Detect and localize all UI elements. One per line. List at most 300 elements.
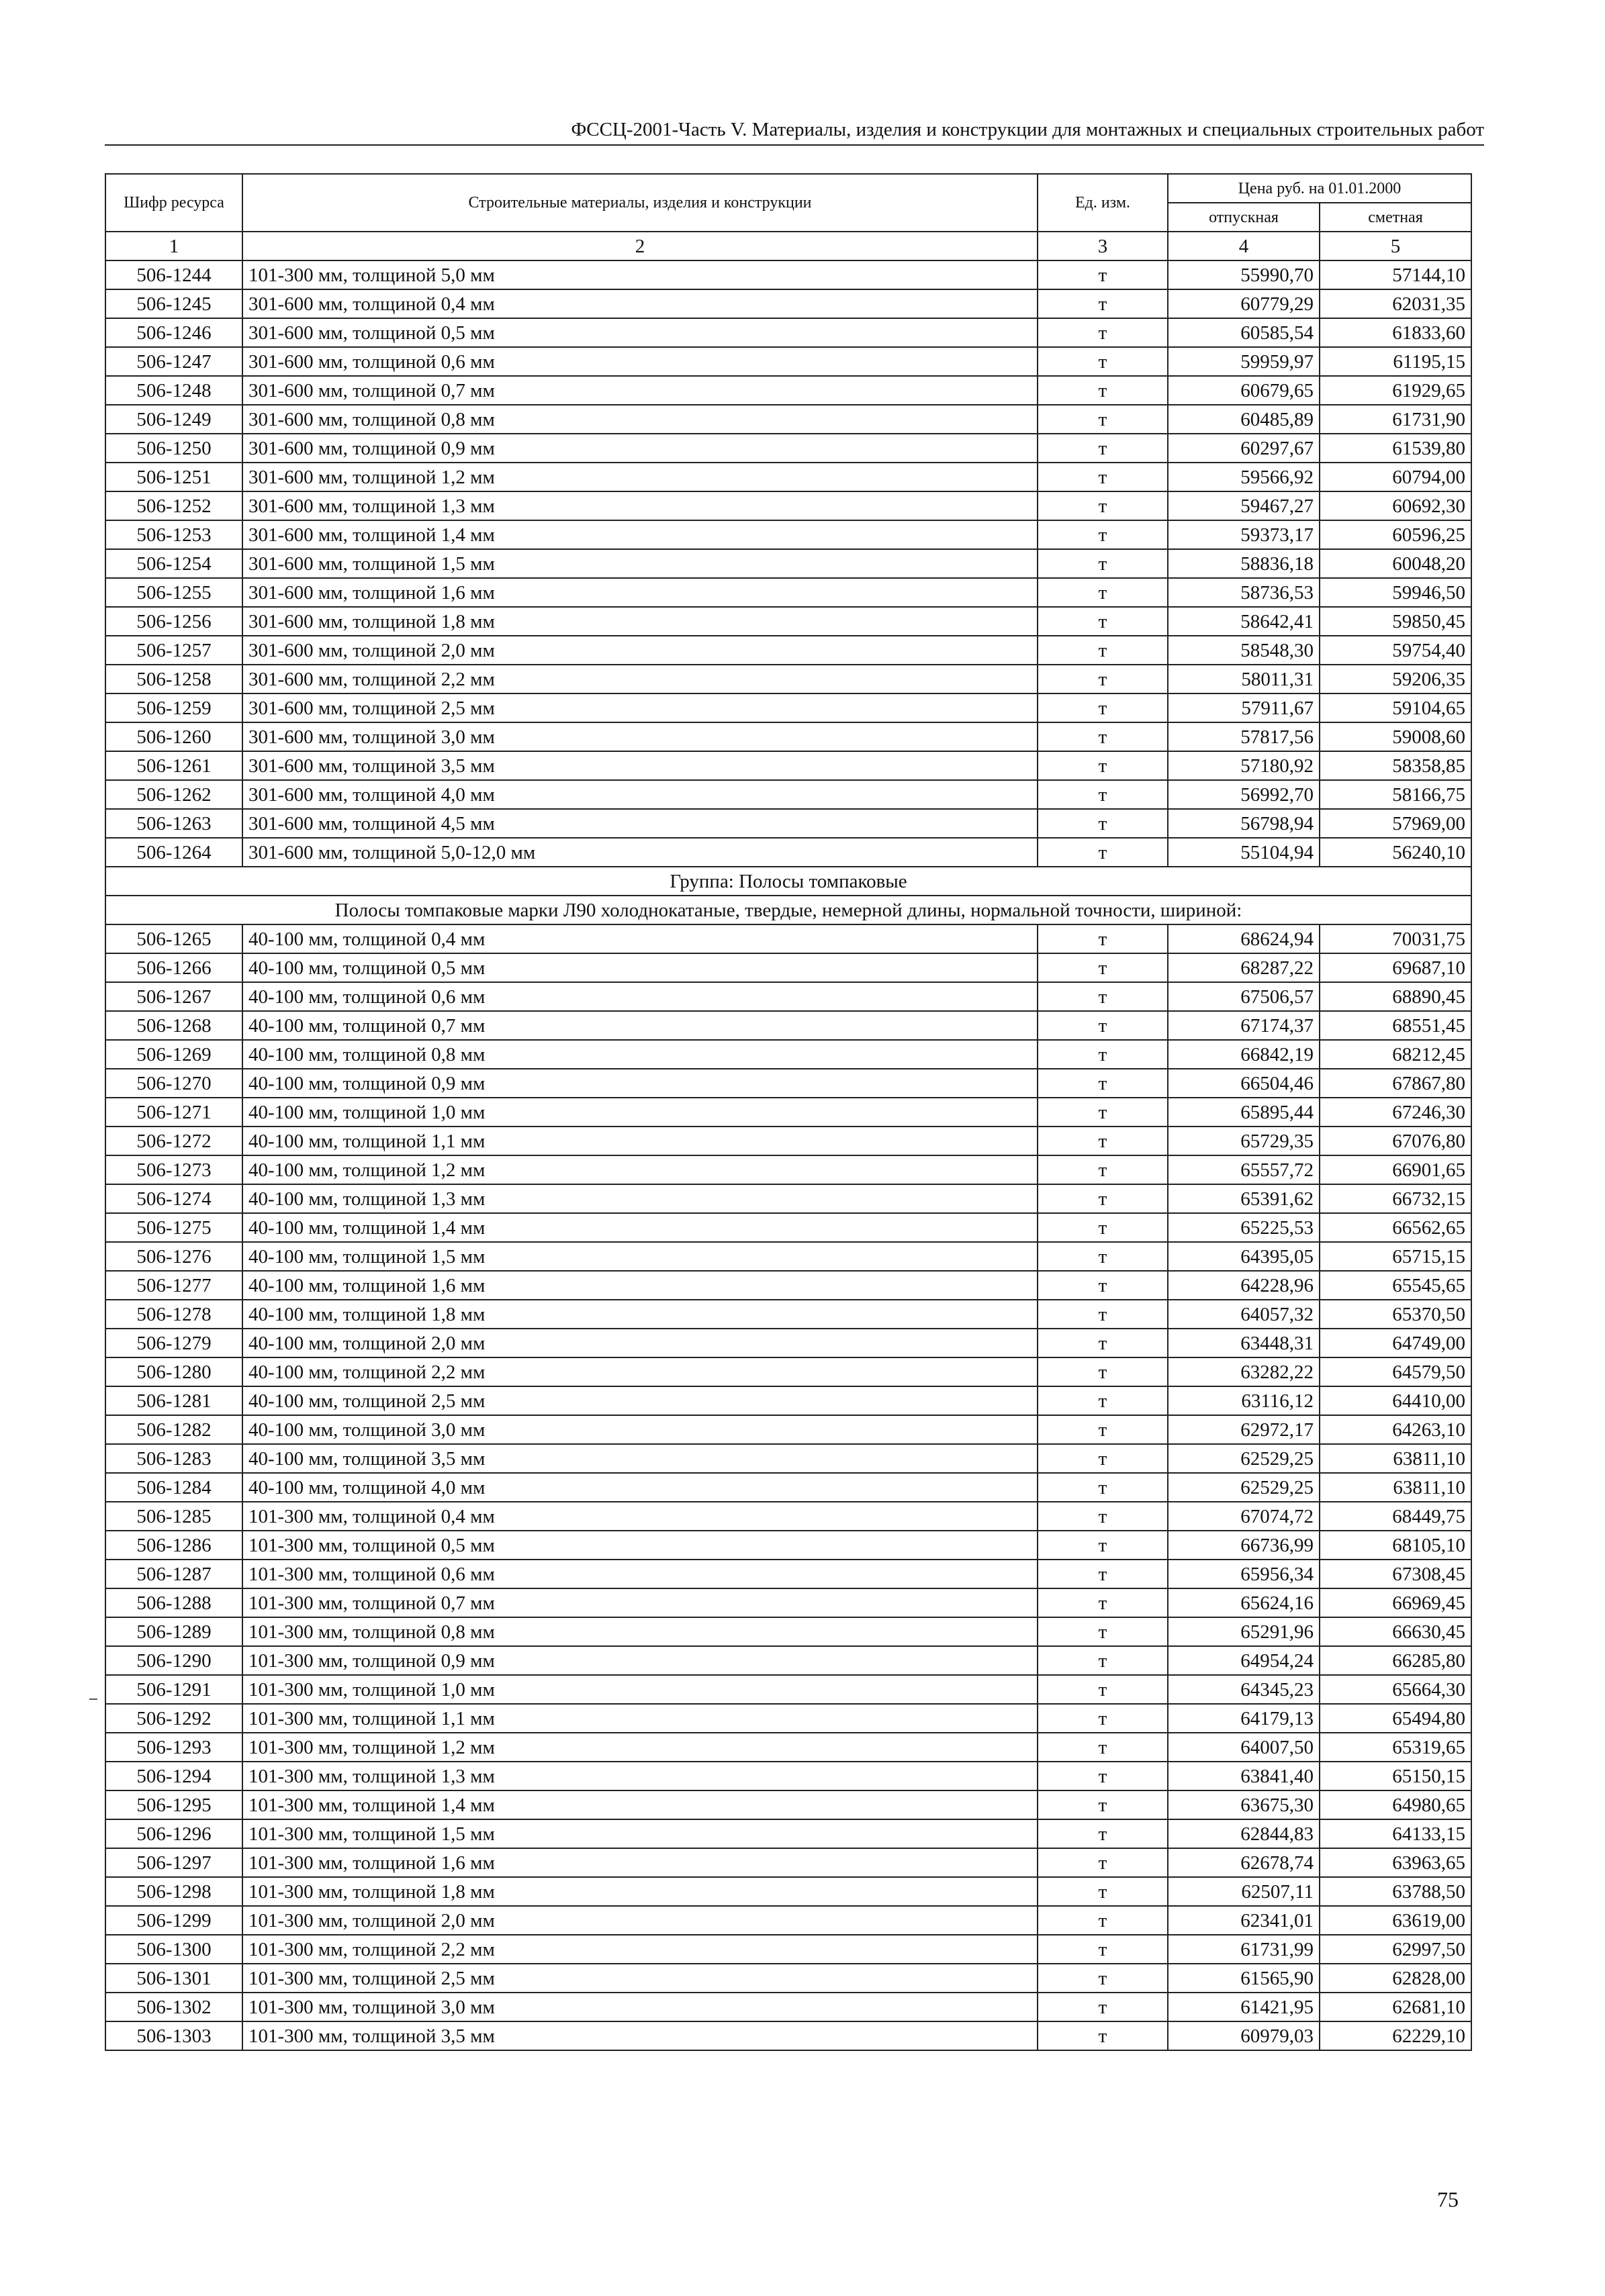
group-title: Группа: Полосы томпаковые <box>105 867 1471 896</box>
release-price-cell: 62341,01 <box>1168 1906 1320 1935</box>
material-name-cell: 40-100 мм, толщиной 0,8 мм <box>242 1040 1038 1069</box>
table-row <box>105 1704 1471 1733</box>
release-price-cell: 67174,37 <box>1168 1011 1320 1040</box>
resource-code-cell: 506-1245 <box>105 289 242 318</box>
release-price-cell: 55104,94 <box>1168 838 1320 867</box>
release-price-cell: 63675,30 <box>1168 1790 1320 1819</box>
release-price-cell: 66842,19 <box>1168 1040 1320 1069</box>
material-name-cell: 40-100 мм, толщиной 2,0 мм <box>242 1329 1038 1357</box>
release-price-cell: 59373,17 <box>1168 520 1320 549</box>
estimate-price-cell: 59104,65 <box>1320 693 1471 722</box>
resource-code-cell: 506-1266 <box>105 953 242 982</box>
material-name-cell: 101-300 мм, толщиной 0,7 мм <box>242 1588 1038 1617</box>
release-price-cell: 60585,54 <box>1168 318 1320 347</box>
unit-cell: т <box>1038 1386 1168 1415</box>
resource-code-cell: 506-1301 <box>105 1964 242 1993</box>
release-price-cell: 66736,99 <box>1168 1531 1320 1560</box>
table-row <box>105 405 1471 434</box>
scan-mark <box>89 1699 97 1700</box>
unit-cell: т <box>1038 693 1168 722</box>
unit-cell: т <box>1038 1906 1168 1935</box>
unit-cell: т <box>1038 1762 1168 1790</box>
resource-code-cell: 506-1291 <box>105 1675 242 1704</box>
table-body-section-1 <box>105 260 1471 867</box>
estimate-price-cell: 61929,65 <box>1320 376 1471 405</box>
release-price-cell: 57817,56 <box>1168 722 1320 751</box>
release-price-cell: 68624,94 <box>1168 924 1320 953</box>
unit-cell: т <box>1038 636 1168 665</box>
table-body-section-2 <box>105 924 1471 2050</box>
unit-cell: т <box>1038 838 1168 867</box>
estimate-price-cell: 60692,30 <box>1320 491 1471 520</box>
material-name-cell: 101-300 мм, толщиной 2,5 мм <box>242 1964 1038 1993</box>
estimate-price-cell: 68890,45 <box>1320 982 1471 1011</box>
table-row <box>105 1127 1471 1155</box>
release-price-cell: 60679,65 <box>1168 376 1320 405</box>
release-price-cell: 62678,74 <box>1168 1848 1320 1877</box>
release-price-cell: 58011,31 <box>1168 665 1320 693</box>
estimate-price-cell: 57144,10 <box>1320 260 1471 289</box>
estimate-price-cell: 68212,45 <box>1320 1040 1471 1069</box>
material-name-cell: 301-600 мм, толщиной 0,7 мм <box>242 376 1038 405</box>
resource-code-cell: 506-1281 <box>105 1386 242 1415</box>
release-price-cell: 60485,89 <box>1168 405 1320 434</box>
release-price-cell: 59467,27 <box>1168 491 1320 520</box>
table-row <box>105 1386 1471 1415</box>
unit-cell: т <box>1038 2021 1168 2050</box>
table-row <box>105 1560 1471 1588</box>
resource-code-cell: 506-1251 <box>105 463 242 491</box>
table-row <box>105 809 1471 838</box>
table-row <box>105 318 1471 347</box>
unit-cell: т <box>1038 780 1168 809</box>
unit-cell: т <box>1038 953 1168 982</box>
estimate-price-cell: 60794,00 <box>1320 463 1471 491</box>
unit-cell: т <box>1038 809 1168 838</box>
material-name-cell: 101-300 мм, толщиной 0,6 мм <box>242 1560 1038 1588</box>
material-name-cell: 301-600 мм, толщиной 0,8 мм <box>242 405 1038 434</box>
unit-cell: т <box>1038 1617 1168 1646</box>
unit-cell: т <box>1038 607 1168 636</box>
material-name-cell: 101-300 мм, толщиной 2,0 мм <box>242 1906 1038 1935</box>
estimate-price-cell: 63811,10 <box>1320 1473 1471 1502</box>
material-name-cell: 40-100 мм, толщиной 2,2 мм <box>242 1357 1038 1386</box>
material-name-cell: 301-600 мм, толщиной 0,4 мм <box>242 289 1038 318</box>
table-header <box>105 174 1471 260</box>
material-name-cell: 40-100 мм, толщиной 1,6 мм <box>242 1271 1038 1300</box>
table-row <box>105 1415 1471 1444</box>
release-price-cell: 57180,92 <box>1168 751 1320 780</box>
release-price-cell: 64179,13 <box>1168 1704 1320 1733</box>
resource-code-cell: 506-1258 <box>105 665 242 693</box>
release-price-cell: 65225,53 <box>1168 1213 1320 1242</box>
estimate-price-cell: 63963,65 <box>1320 1848 1471 1877</box>
unit-cell: т <box>1038 549 1168 578</box>
release-price-cell: 66504,46 <box>1168 1069 1320 1098</box>
release-price-cell: 64345,23 <box>1168 1675 1320 1704</box>
page-header-title: ФССЦ-2001-Часть V. Материалы, изделия и конструкции для монтажных и специальных строительных работ <box>571 119 1484 140</box>
release-price-cell: 61731,99 <box>1168 1935 1320 1964</box>
estimate-price-cell: 64410,00 <box>1320 1386 1471 1415</box>
estimate-price-cell: 61833,60 <box>1320 318 1471 347</box>
table-row <box>105 1993 1471 2021</box>
material-name-cell: 101-300 мм, толщиной 1,0 мм <box>242 1675 1038 1704</box>
material-name-cell: 101-300 мм, толщиной 0,4 мм <box>242 1502 1038 1531</box>
release-price-cell: 65624,16 <box>1168 1588 1320 1617</box>
unit-cell: т <box>1038 722 1168 751</box>
estimate-price-cell: 65319,65 <box>1320 1733 1471 1762</box>
table-row <box>105 1213 1471 1242</box>
material-name-cell: 301-600 мм, толщиной 3,5 мм <box>242 751 1038 780</box>
resource-code-cell: 506-1271 <box>105 1098 242 1127</box>
resource-code-cell: 506-1278 <box>105 1300 242 1329</box>
estimate-price-cell: 58358,85 <box>1320 751 1471 780</box>
estimate-price-cell: 61195,15 <box>1320 347 1471 376</box>
resource-code-cell: 506-1289 <box>105 1617 242 1646</box>
unit-cell: т <box>1038 463 1168 491</box>
resource-code-cell: 506-1284 <box>105 1473 242 1502</box>
table-row <box>105 1819 1471 1848</box>
material-name-cell: 40-100 мм, толщиной 1,5 мм <box>242 1242 1038 1271</box>
resource-code-cell: 506-1280 <box>105 1357 242 1386</box>
table-row <box>105 434 1471 463</box>
material-name-cell: 40-100 мм, толщиной 0,5 мм <box>242 953 1038 982</box>
unit-cell: т <box>1038 1964 1168 1993</box>
release-price-cell: 62529,25 <box>1168 1444 1320 1473</box>
table-row <box>105 1762 1471 1790</box>
release-price-cell: 67506,57 <box>1168 982 1320 1011</box>
col-name-header: Строительные материалы, изделия и конструкции <box>242 174 1038 232</box>
estimate-price-cell: 66562,65 <box>1320 1213 1471 1242</box>
estimate-price-cell: 60596,25 <box>1320 520 1471 549</box>
material-name-cell: 301-600 мм, толщиной 0,5 мм <box>242 318 1038 347</box>
table-row <box>105 1531 1471 1560</box>
table-row <box>105 1271 1471 1300</box>
table-row <box>105 1502 1471 1531</box>
unit-cell: т <box>1038 1300 1168 1329</box>
material-name-cell: 301-600 мм, толщиной 0,9 мм <box>242 434 1038 463</box>
material-name-cell: 40-100 мм, толщиной 2,5 мм <box>242 1386 1038 1415</box>
material-name-cell: 301-600 мм, толщиной 1,4 мм <box>242 520 1038 549</box>
unit-cell: т <box>1038 1502 1168 1531</box>
estimate-price-cell: 68449,75 <box>1320 1502 1471 1531</box>
table-row <box>105 924 1471 953</box>
estimate-price-cell: 56240,10 <box>1320 838 1471 867</box>
unit-cell: т <box>1038 1993 1168 2021</box>
unit-cell: т <box>1038 405 1168 434</box>
table-row <box>105 780 1471 809</box>
material-name-cell: 101-300 мм, толщиной 0,8 мм <box>242 1617 1038 1646</box>
estimate-price-cell: 59008,60 <box>1320 722 1471 751</box>
unit-cell: т <box>1038 347 1168 376</box>
estimate-price-cell: 65494,80 <box>1320 1704 1471 1733</box>
estimate-price-cell: 60048,20 <box>1320 549 1471 578</box>
resource-code-cell: 506-1253 <box>105 520 242 549</box>
release-price-cell: 57911,67 <box>1168 693 1320 722</box>
table-row <box>105 520 1471 549</box>
resource-code-cell: 506-1261 <box>105 751 242 780</box>
release-price-cell: 62529,25 <box>1168 1473 1320 1502</box>
table-row <box>105 463 1471 491</box>
material-name-cell: 40-100 мм, толщиной 1,1 мм <box>242 1127 1038 1155</box>
col-estimate-price-header: сметная <box>1320 203 1471 232</box>
table-row <box>105 1184 1471 1213</box>
release-price-cell: 68287,22 <box>1168 953 1320 982</box>
release-price-cell: 67074,72 <box>1168 1502 1320 1531</box>
material-name-cell: 40-100 мм, толщиной 0,4 мм <box>242 924 1038 953</box>
unit-cell: т <box>1038 1790 1168 1819</box>
unit-cell: т <box>1038 1357 1168 1386</box>
unit-cell: т <box>1038 751 1168 780</box>
estimate-price-cell: 68551,45 <box>1320 1011 1471 1040</box>
resource-code-cell: 506-1252 <box>105 491 242 520</box>
resource-code-cell: 506-1259 <box>105 693 242 722</box>
release-price-cell: 65729,35 <box>1168 1127 1320 1155</box>
material-name-cell: 301-600 мм, толщиной 2,0 мм <box>242 636 1038 665</box>
release-price-cell: 62507,11 <box>1168 1877 1320 1906</box>
material-name-cell: 40-100 мм, толщиной 1,8 мм <box>242 1300 1038 1329</box>
group-subtitle: Полосы томпаковые марки Л90 холоднокатаные, твердые, немерной длины, нормальной точности, шириной: <box>105 896 1471 924</box>
resource-code-cell: 506-1290 <box>105 1646 242 1675</box>
material-name-cell: 40-100 мм, толщиной 3,0 мм <box>242 1415 1038 1444</box>
resource-code-cell: 506-1255 <box>105 578 242 607</box>
column-number: 3 <box>1038 232 1168 260</box>
unit-cell: т <box>1038 318 1168 347</box>
table-row <box>105 665 1471 693</box>
release-price-cell: 60979,03 <box>1168 2021 1320 2050</box>
material-name-cell: 301-600 мм, толщиной 4,0 мм <box>242 780 1038 809</box>
resource-code-cell: 506-1248 <box>105 376 242 405</box>
resource-code-cell: 506-1260 <box>105 722 242 751</box>
unit-cell: т <box>1038 665 1168 693</box>
release-price-cell: 65291,96 <box>1168 1617 1320 1646</box>
resource-code-cell: 506-1297 <box>105 1848 242 1877</box>
release-price-cell: 63116,12 <box>1168 1386 1320 1415</box>
table-row <box>105 1877 1471 1906</box>
estimate-price-cell: 69687,10 <box>1320 953 1471 982</box>
estimate-price-cell: 64749,00 <box>1320 1329 1471 1357</box>
table-row <box>105 260 1471 289</box>
estimate-price-cell: 59206,35 <box>1320 665 1471 693</box>
material-name-cell: 40-100 мм, толщиной 1,3 мм <box>242 1184 1038 1213</box>
resource-code-cell: 506-1277 <box>105 1271 242 1300</box>
resource-code-cell: 506-1270 <box>105 1069 242 1098</box>
material-name-cell: 301-600 мм, толщиной 1,2 мм <box>242 463 1038 491</box>
release-price-cell: 61565,90 <box>1168 1964 1320 1993</box>
resource-code-cell: 506-1286 <box>105 1531 242 1560</box>
release-price-cell: 64954,24 <box>1168 1646 1320 1675</box>
release-price-cell: 65391,62 <box>1168 1184 1320 1213</box>
col-release-price-header: отпускная <box>1168 203 1320 232</box>
material-name-cell: 40-100 мм, толщиной 0,6 мм <box>242 982 1038 1011</box>
column-number: 4 <box>1168 232 1320 260</box>
estimate-price-cell: 62828,00 <box>1320 1964 1471 1993</box>
estimate-price-cell: 64133,15 <box>1320 1819 1471 1848</box>
table-row <box>105 1473 1471 1502</box>
resource-code-cell: 506-1296 <box>105 1819 242 1848</box>
material-name-cell: 301-600 мм, толщиной 1,5 мм <box>242 549 1038 578</box>
header-rule <box>105 144 1484 146</box>
resource-code-cell: 506-1264 <box>105 838 242 867</box>
resource-code-cell: 506-1292 <box>105 1704 242 1733</box>
table-row <box>105 636 1471 665</box>
release-price-cell: 63448,31 <box>1168 1329 1320 1357</box>
estimate-price-cell: 67076,80 <box>1320 1127 1471 1155</box>
unit-cell: т <box>1038 491 1168 520</box>
table-row <box>105 491 1471 520</box>
release-price-cell: 64057,32 <box>1168 1300 1320 1329</box>
material-name-cell: 40-100 мм, толщиной 0,7 мм <box>242 1011 1038 1040</box>
release-price-cell: 65557,72 <box>1168 1155 1320 1184</box>
table-row <box>105 953 1471 982</box>
estimate-price-cell: 67246,30 <box>1320 1098 1471 1127</box>
estimate-price-cell: 68105,10 <box>1320 1531 1471 1560</box>
resource-code-cell: 506-1257 <box>105 636 242 665</box>
table-row <box>105 838 1471 867</box>
resource-code-cell: 506-1273 <box>105 1155 242 1184</box>
estimate-price-cell: 67867,80 <box>1320 1069 1471 1098</box>
unit-cell: т <box>1038 1733 1168 1762</box>
release-price-cell: 59566,92 <box>1168 463 1320 491</box>
table-row <box>105 751 1471 780</box>
resource-code-cell: 506-1246 <box>105 318 242 347</box>
release-price-cell: 65895,44 <box>1168 1098 1320 1127</box>
material-name-cell: 101-300 мм, толщиной 0,9 мм <box>242 1646 1038 1675</box>
estimate-price-cell: 66901,65 <box>1320 1155 1471 1184</box>
unit-cell: т <box>1038 1675 1168 1704</box>
table-row <box>105 1069 1471 1098</box>
resource-code-cell: 506-1282 <box>105 1415 242 1444</box>
release-price-cell: 61421,95 <box>1168 1993 1320 2021</box>
unit-cell: т <box>1038 1184 1168 1213</box>
resource-code-cell: 506-1269 <box>105 1040 242 1069</box>
unit-cell: т <box>1038 376 1168 405</box>
unit-cell: т <box>1038 924 1168 953</box>
unit-cell: т <box>1038 1040 1168 1069</box>
unit-cell: т <box>1038 1155 1168 1184</box>
estimate-price-cell: 63811,10 <box>1320 1444 1471 1473</box>
unit-cell: т <box>1038 1069 1168 1098</box>
unit-cell: т <box>1038 1213 1168 1242</box>
estimate-price-cell: 58166,75 <box>1320 780 1471 809</box>
estimate-price-cell: 65545,65 <box>1320 1271 1471 1300</box>
resource-code-cell: 506-1263 <box>105 809 242 838</box>
resource-code-cell: 506-1279 <box>105 1329 242 1357</box>
unit-cell: т <box>1038 1704 1168 1733</box>
table-row <box>105 347 1471 376</box>
unit-cell: т <box>1038 1531 1168 1560</box>
release-price-cell: 62844,83 <box>1168 1819 1320 1848</box>
release-price-cell: 63841,40 <box>1168 1762 1320 1790</box>
material-name-cell: 301-600 мм, толщиной 2,5 мм <box>242 693 1038 722</box>
release-price-cell: 64395,05 <box>1168 1242 1320 1271</box>
estimate-price-cell: 61539,80 <box>1320 434 1471 463</box>
estimate-price-cell: 64579,50 <box>1320 1357 1471 1386</box>
unit-cell: т <box>1038 434 1168 463</box>
release-price-cell: 64007,50 <box>1168 1733 1320 1762</box>
table-row <box>105 1040 1471 1069</box>
material-name-cell: 101-300 мм, толщиной 3,0 мм <box>242 1993 1038 2021</box>
table-row <box>105 722 1471 751</box>
table-row <box>105 607 1471 636</box>
material-name-cell: 40-100 мм, толщиной 1,4 мм <box>242 1213 1038 1242</box>
estimate-price-cell: 66285,80 <box>1320 1646 1471 1675</box>
estimate-price-cell: 64980,65 <box>1320 1790 1471 1819</box>
unit-cell: т <box>1038 1098 1168 1127</box>
estimate-price-cell: 61731,90 <box>1320 405 1471 434</box>
group-heading-section <box>105 867 1471 924</box>
estimate-price-cell: 59946,50 <box>1320 578 1471 607</box>
material-name-cell: 40-100 мм, толщиной 4,0 мм <box>242 1473 1038 1502</box>
column-number: 5 <box>1320 232 1471 260</box>
release-price-cell: 58642,41 <box>1168 607 1320 636</box>
table-row <box>105 693 1471 722</box>
table-row <box>105 1675 1471 1704</box>
unit-cell: т <box>1038 1011 1168 1040</box>
estimate-price-cell: 62681,10 <box>1320 1993 1471 2021</box>
release-price-cell: 58836,18 <box>1168 549 1320 578</box>
release-price-cell: 63282,22 <box>1168 1357 1320 1386</box>
material-name-cell: 101-300 мм, толщиной 1,8 мм <box>242 1877 1038 1906</box>
resource-code-cell: 506-1283 <box>105 1444 242 1473</box>
unit-cell: т <box>1038 1444 1168 1473</box>
material-name-cell: 101-300 мм, толщиной 1,5 мм <box>242 1819 1038 1848</box>
material-name-cell: 101-300 мм, толщиной 1,4 мм <box>242 1790 1038 1819</box>
column-number: 1 <box>105 232 242 260</box>
estimate-price-cell: 65150,15 <box>1320 1762 1471 1790</box>
resource-code-cell: 506-1267 <box>105 982 242 1011</box>
release-price-cell: 59959,97 <box>1168 347 1320 376</box>
release-price-cell: 64228,96 <box>1168 1271 1320 1300</box>
resource-code-cell: 506-1276 <box>105 1242 242 1271</box>
material-name-cell: 101-300 мм, толщиной 5,0 мм <box>242 260 1038 289</box>
material-name-cell: 40-100 мм, толщиной 0,9 мм <box>242 1069 1038 1098</box>
resource-code-cell: 506-1298 <box>105 1877 242 1906</box>
column-number: 2 <box>242 232 1038 260</box>
table-row <box>105 1011 1471 1040</box>
resource-code-cell: 506-1249 <box>105 405 242 434</box>
table-row <box>105 1790 1471 1819</box>
table-row <box>105 578 1471 607</box>
col-price-group-header: Цена руб. на 01.01.2000 <box>1168 174 1471 203</box>
estimate-price-cell: 63788,50 <box>1320 1877 1471 1906</box>
unit-cell: т <box>1038 1329 1168 1357</box>
resource-code-cell: 506-1262 <box>105 780 242 809</box>
table-row <box>105 289 1471 318</box>
table-row <box>105 1617 1471 1646</box>
material-name-cell: 301-600 мм, толщиной 1,6 мм <box>242 578 1038 607</box>
unit-cell: т <box>1038 1473 1168 1502</box>
table-row <box>105 1357 1471 1386</box>
release-price-cell: 58548,30 <box>1168 636 1320 665</box>
table-row <box>105 1906 1471 1935</box>
resource-code-cell: 506-1250 <box>105 434 242 463</box>
resource-code-cell: 506-1294 <box>105 1762 242 1790</box>
resource-code-cell: 506-1274 <box>105 1184 242 1213</box>
resource-code-cell: 506-1244 <box>105 260 242 289</box>
col-unit-header: Ед. изм. <box>1038 174 1168 232</box>
unit-cell: т <box>1038 1560 1168 1588</box>
resource-code-cell: 506-1302 <box>105 1993 242 2021</box>
release-price-cell: 60779,29 <box>1168 289 1320 318</box>
table-row <box>105 1646 1471 1675</box>
estimate-price-cell: 70031,75 <box>1320 924 1471 953</box>
resource-code-cell: 506-1254 <box>105 549 242 578</box>
material-name-cell: 40-100 мм, толщиной 1,2 мм <box>242 1155 1038 1184</box>
estimate-price-cell: 59850,45 <box>1320 607 1471 636</box>
table-row <box>105 549 1471 578</box>
material-name-cell: 40-100 мм, толщиной 3,5 мм <box>242 1444 1038 1473</box>
